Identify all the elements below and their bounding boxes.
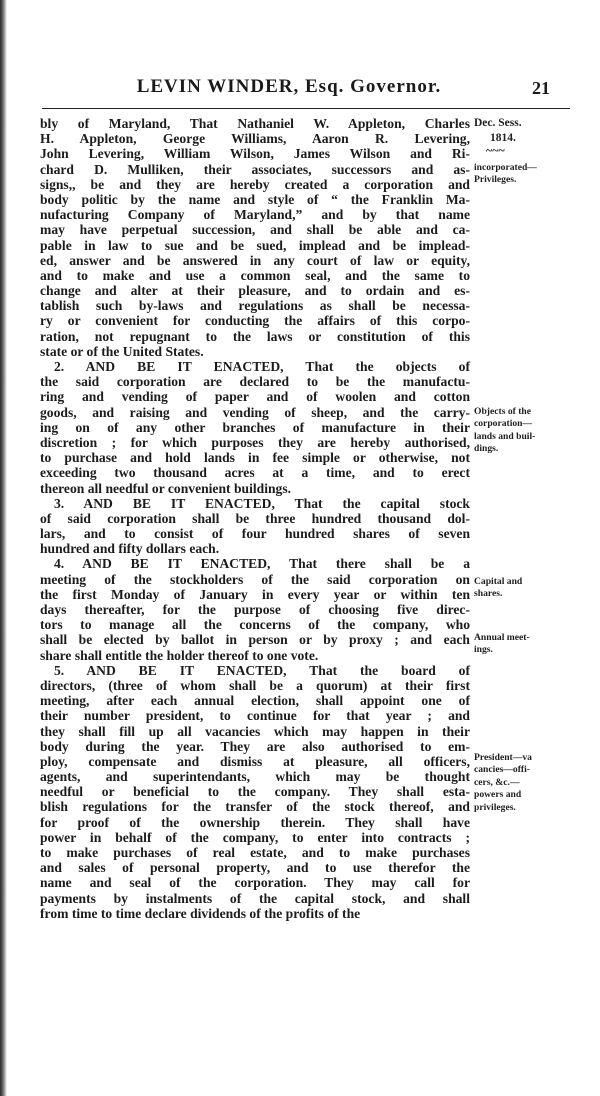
text-line: to purchase and hold lands in fee simple or otherwise, not: [40, 450, 470, 466]
text-line: from time to time declare dividends of the profits of the: [40, 905, 361, 921]
text-line: ing on of any other branches of manufacture in their: [40, 419, 470, 435]
text-line: 5. AND BE IT ENACTED, That the board of: [54, 662, 470, 678]
text-line: signs,, be and they are hereby created a corporation and: [40, 176, 470, 192]
text-line: agents, and superintendants, which may be thought: [40, 769, 470, 785]
header-rule: [42, 108, 570, 109]
text-line: nufacturing Company of Maryland,” and by that name: [40, 207, 470, 223]
note-line: corporation—: [474, 418, 533, 430]
page-header: [0, 76, 600, 106]
text-line: change and alter at their pleasure, and to ordain and es-: [40, 283, 470, 299]
text-line: tablish such by-laws and regulations as shall be necessa-: [40, 298, 470, 314]
text-line: share shall entitle the holder thereof to one vote.: [40, 647, 319, 663]
note-line: dings.: [474, 443, 499, 455]
note-line: shares.: [474, 588, 503, 600]
text-line: chard D. Mulliken, their associates, successors and as-: [40, 161, 470, 177]
session-year: 1814.: [490, 132, 516, 144]
note-incorporated: [474, 162, 594, 187]
paragraph-5: [40, 663, 470, 921]
note-line: cancies—offi-: [474, 764, 530, 776]
text-line: the first Monday of January in every year or within ten: [40, 586, 470, 602]
text-line: and to make and use a common seal, and the same to: [40, 267, 470, 283]
text-line: lars, and to consist of four hundred shares of seven: [40, 526, 470, 542]
text-line: their number president, to continue for that year ; and: [40, 708, 470, 724]
text-line: name and seal of the corporation. They may call for: [40, 875, 470, 891]
text-line: thereon all needful or convenient buildings.: [40, 480, 292, 496]
text-line: ploy, compensate and dismiss at pleasure, all officers,: [40, 753, 470, 769]
text-line: H. Appleton, George Williams, Aaron R. Levering,: [40, 131, 470, 147]
text-line: ed, answer and be answered in any court of law or equity,: [40, 252, 470, 268]
text-line: ration, not repugnant to the laws or constitution of this: [40, 328, 470, 344]
text-line: tors to manage all the concerns of the company, who: [40, 617, 470, 633]
text-line: meeting of the stockholders of the said corporation on: [40, 571, 470, 587]
text-line: meeting, after each annual election, shall appoint one of: [40, 693, 470, 709]
note-line: Annual meet-: [474, 632, 530, 643]
text-line: payments by instalments of the capital stock, and shall: [40, 890, 470, 906]
note-line: President—va: [474, 752, 532, 763]
paragraph-1: [40, 116, 470, 359]
statute-text: [40, 116, 470, 921]
note-line: ings.: [474, 644, 493, 656]
text-line: 2. AND BE IT ENACTED, That the objects of: [54, 359, 470, 374]
text-line: state or of the United States.: [40, 343, 204, 359]
text-line: John Levering, William Wilson, James Wilson and Ri-: [40, 146, 470, 162]
text-line: needful or beneficial to the company. They shall esta-: [40, 784, 470, 800]
text-line: exceeding two thousand acres at a time, and to erect: [40, 465, 470, 481]
text-line: shall be elected by ballot in person or by proxy ; and each: [40, 632, 470, 648]
text-line: body during the year. They are also authorised to em-: [40, 738, 470, 754]
text-line: goods, and raising and vending of sheep, and the carry-: [40, 404, 470, 420]
swirl-ornament: ~~~: [486, 143, 505, 157]
note-line: Privileges.: [474, 174, 517, 186]
text-line: and sales of personal property, and to use therefor the: [40, 860, 470, 876]
text-line: of said corporation shall be three hundred thousand dol-: [40, 510, 470, 526]
note-capital: [474, 576, 594, 601]
note-line: Objects of the: [474, 406, 532, 417]
page-binding-edge: [0, 0, 7, 1096]
text-line: ring and vending of paper and of woolen and cotton: [40, 389, 470, 405]
text-line: they shall fill up all vacancies which may happen in their: [40, 723, 470, 739]
text-line: hundred and fifty dollars each.: [40, 541, 220, 557]
text-line: power in behalf of the company, to enter into contracts ;: [40, 829, 470, 845]
text-line: the said corporation are declared to be the manufactu-: [40, 374, 470, 390]
note-line: cers, &c.—: [474, 776, 520, 788]
text-line: for proof of the ownership therein. They shall have: [40, 814, 470, 830]
paragraph-2: [40, 359, 470, 496]
note-line: powers and: [474, 789, 522, 801]
session-label: Dec. Sess.: [474, 117, 522, 129]
session-note: [474, 116, 594, 155]
running-head: LEVIN WINDER, Esq. Governor.: [136, 76, 442, 97]
paragraph-3: [40, 496, 470, 557]
text-line: discretion ; for which purposes they are hereby authorised,: [40, 434, 470, 450]
text-line: 3. AND BE IT ENACTED, That the capital stock: [54, 495, 470, 511]
text-line: pable in law to sue and be sued, implead and be implead-: [40, 237, 470, 253]
note-line: incorporated—: [474, 162, 537, 173]
text-line: blish regulations for the transfer of the stock thereof, and: [40, 799, 470, 815]
note-objects: [474, 406, 594, 456]
text-line: to make purchases of real estate, and to make purchases: [40, 845, 470, 860]
note-meetings: [474, 632, 594, 657]
text-line: directors, (three of whom shall be a quorum) at their first: [40, 677, 470, 693]
page-number: 21: [532, 78, 550, 98]
text-line: may have perpetual succession, and shall be able and ca-: [40, 222, 470, 238]
text-line: days thereafter, for the purpose of choosing five direc-: [40, 602, 470, 617]
note-line: Capital and: [474, 576, 523, 587]
text-line: body politic by the name and style of “ the Franklin Ma-: [40, 191, 470, 207]
note-line: lands and buil-: [474, 430, 536, 442]
note-president: [474, 752, 594, 814]
note-line: privileges.: [474, 801, 516, 813]
text-line: 4. AND BE IT ENACTED, That there shall be a: [54, 556, 470, 572]
text-line: ry or convenient for conducting the affairs of this corpo-: [40, 313, 470, 329]
text-line: bly of Maryland, That Nathaniel W. Appleton, Charles: [40, 116, 470, 131]
paragraph-4: [40, 556, 470, 662]
